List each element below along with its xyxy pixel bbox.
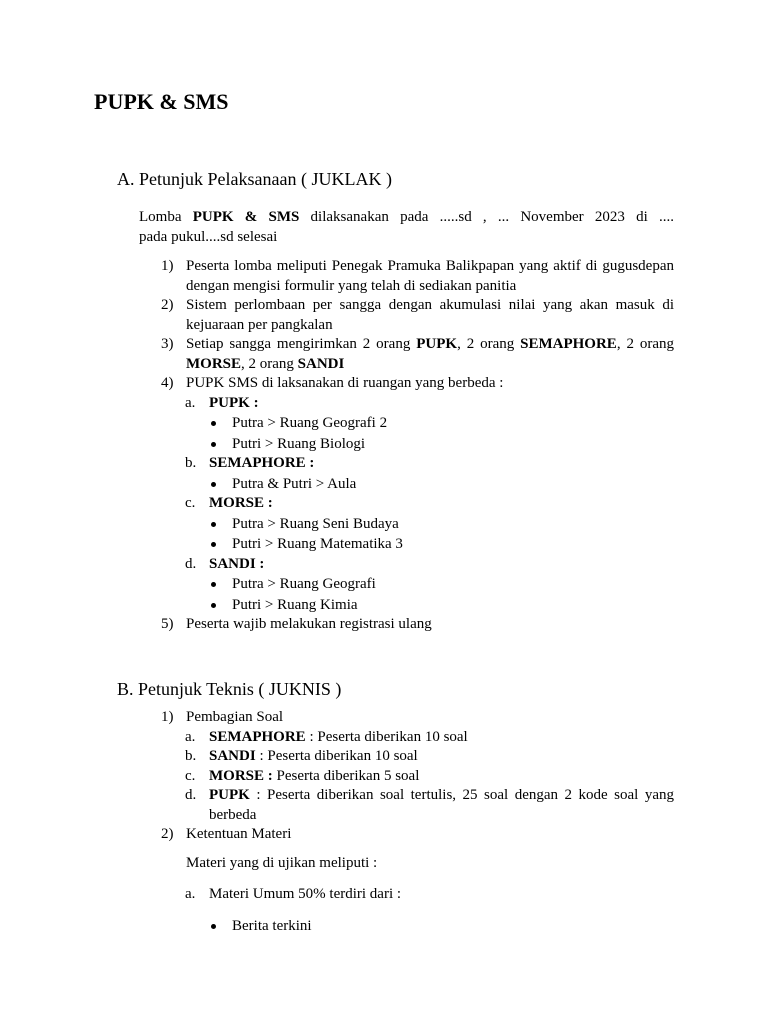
sub-list-item: [139, 885, 674, 905]
list-item-text: [186, 335, 674, 374]
section-a-list: [139, 257, 674, 635]
bullet-dot-icon: [211, 924, 216, 929]
bullet-text: Putra > Ruang Geografi 2: [232, 415, 388, 431]
section-b-list: [139, 708, 674, 936]
bullet-dot-icon: [211, 582, 216, 587]
bullet-dot-icon: [211, 421, 216, 426]
intro-text-2: dilaksanakan pada .....sd , ... November 2023 di ....: [299, 209, 674, 225]
list-item: [139, 708, 674, 728]
sub-list-label: SEMAPHORE :: [209, 455, 315, 471]
bullet-text: Putri > Ruang Kimia: [232, 596, 358, 613]
text-run: , 2 orang: [241, 355, 298, 372]
sub-list-marker: a.: [185, 886, 196, 902]
list-marker: 2): [161, 826, 174, 842]
intro-line-2: pada pukul....sd selesai: [139, 228, 278, 245]
sub-list-text: Peserta diberikan 5 soal: [272, 767, 420, 784]
sub-list-item: [139, 394, 674, 414]
bold-run: SEMAPHORE: [520, 336, 617, 352]
bullet-dot-icon: [211, 442, 216, 447]
sub-list-item: [139, 555, 674, 575]
list-marker: 4): [161, 375, 174, 391]
bullet-text: Berita terkini: [232, 917, 312, 934]
list-item-text: Ketentuan Materi: [186, 826, 292, 842]
text-run: , 2 orang: [616, 336, 675, 352]
list-item: [139, 296, 674, 335]
sub-list-item: [139, 767, 674, 787]
bullet-dot-icon: [211, 542, 216, 547]
sub-list-label: PUPK: [209, 787, 250, 803]
sub-list-label: PUPK :: [209, 394, 259, 411]
sub-list-marker: a.: [185, 728, 196, 745]
list-item: [139, 374, 674, 394]
bullet-dot-icon: [211, 522, 216, 527]
bullet-text: Putri > Ruang Matematika 3: [232, 536, 403, 552]
sub-list-marker: d.: [185, 787, 197, 803]
list-marker: 2): [161, 297, 174, 313]
list-item-text: Peserta wajib melakukan registrasi ulang: [186, 616, 432, 632]
bold-run: MORSE: [186, 355, 242, 372]
list-item-text: Sistem perlombaan per sangga dengan akumulasi nilai yang akan masuk di kejuaraan per pangkalan: [186, 297, 674, 333]
list-marker: 3): [161, 336, 174, 352]
bullet-item: [139, 535, 674, 555]
bullet-text: Putra > Ruang Seni Budaya: [232, 515, 399, 532]
list-item-text: PUPK SMS di laksanakan di ruangan yang berbeda :: [186, 375, 504, 391]
paragraph-text: Materi yang di ujikan meliputi :: [186, 854, 378, 871]
sub-list-item: [139, 747, 674, 767]
paragraph: [139, 854, 674, 874]
section-a-heading: A. Petunjuk Pelaksanaan ( JUKLAK ): [117, 169, 392, 189]
bold-run: SANDI: [297, 355, 345, 372]
text-run: , 2 orang: [457, 336, 521, 352]
bullet-text: Putra > Ruang Geografi: [232, 576, 376, 592]
sub-list-label: SANDI :: [209, 555, 265, 572]
bullet-item: [139, 575, 674, 595]
sub-list-item: [139, 494, 674, 514]
intro-line-1: [139, 208, 674, 228]
section-b-heading: B. Petunjuk Teknis ( JUKNIS ): [117, 679, 342, 699]
sub-list-label: MORSE :: [209, 767, 273, 784]
sub-list-label: MORSE :: [209, 495, 273, 511]
intro-text-1: Lomba: [139, 209, 193, 225]
sub-list-marker: c.: [185, 495, 196, 511]
list-item: [139, 615, 674, 635]
bullet-item: [139, 596, 674, 616]
intro-bold-event: PUPK & SMS: [192, 209, 300, 225]
sub-list-text: : Peserta diberikan soal tertulis, 25 soal dengan 2 kode soal yang berbeda: [209, 787, 674, 823]
section-a-intro: [139, 208, 674, 247]
sub-list-item: [139, 728, 674, 748]
sub-list-marker: d.: [185, 555, 197, 572]
sub-list-marker: b.: [185, 748, 197, 764]
list-item: [139, 335, 674, 374]
sub-list-marker: b.: [185, 455, 197, 471]
list-item: [139, 257, 674, 296]
bullet-text: Putra & Putri > Aula: [232, 475, 357, 492]
list-item-text: Pembagian Soal: [186, 709, 284, 725]
list-marker: 5): [161, 616, 174, 632]
sub-list-item: [139, 454, 674, 474]
bullet-dot-icon: [211, 603, 216, 608]
sub-list-marker: a.: [185, 394, 196, 411]
bullet-item: [139, 414, 674, 434]
list-item: [139, 825, 674, 845]
bullet-item: [139, 475, 674, 495]
list-marker: 1): [161, 258, 174, 274]
list-marker: 1): [161, 709, 174, 725]
bold-run: PUPK: [416, 336, 458, 352]
sub-list-label: SANDI: [209, 748, 256, 764]
sub-list-item: [139, 786, 674, 825]
sub-list-label: SEMAPHORE: [209, 728, 306, 745]
bullet-text: Putri > Ruang Biologi: [232, 435, 366, 452]
sub-list-marker: c.: [185, 767, 196, 784]
bullet-item: [139, 917, 674, 937]
bullet-item: [139, 435, 674, 455]
text-run: Setiap sangga mengirimkan 2 orang: [186, 336, 417, 352]
list-item-text: Peserta lomba meliputi Penegak Pramuka Balikpapan yang aktif di gugusdepan dengan mengisi formulir yang telah di sediakan panitia: [186, 258, 674, 294]
document-title: PUPK & SMS: [94, 89, 229, 114]
sub-list-text: : Peserta diberikan 10 soal: [305, 728, 468, 745]
sub-list-text: Materi Umum 50% terdiri dari :: [209, 886, 402, 902]
sub-list-text: : Peserta diberikan 10 soal: [255, 748, 418, 764]
bullet-dot-icon: [211, 482, 216, 487]
bullet-item: [139, 515, 674, 535]
